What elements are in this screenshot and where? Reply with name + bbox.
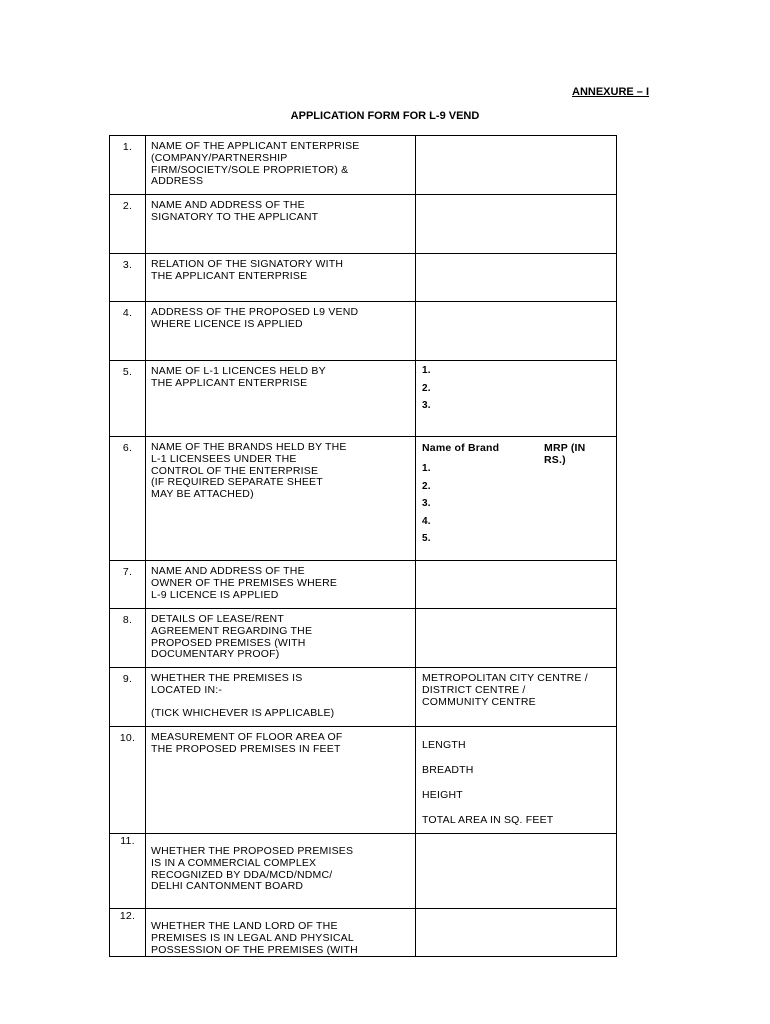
label-line: NAME AND ADDRESS OF THE bbox=[151, 199, 305, 211]
value-cell[interactable] bbox=[416, 195, 617, 254]
label-line: NAME OF THE BRANDS HELD BY THE bbox=[151, 441, 347, 453]
row-label bbox=[146, 668, 416, 727]
row-number: 5. bbox=[110, 361, 146, 437]
row-label bbox=[146, 195, 416, 254]
label-line: DELHI CANTONMENT BOARD bbox=[151, 880, 304, 893]
value-cell[interactable] bbox=[416, 254, 617, 302]
label-line: NAME OF L-1 LICENCES HELD BY bbox=[151, 365, 326, 377]
brand-column[interactable] bbox=[416, 437, 536, 560]
row-label bbox=[146, 302, 416, 361]
option-line: METROPOLITAN CITY CENTRE / bbox=[422, 672, 588, 684]
label-line: SIGNATORY TO THE APPLICANT bbox=[151, 210, 319, 223]
row-number: 4. bbox=[110, 302, 146, 361]
label-line: LOCATED IN:- bbox=[151, 683, 223, 696]
row-number: 12. bbox=[110, 909, 146, 957]
breadth-label: BREADTH bbox=[422, 764, 474, 776]
list-item: 3. bbox=[422, 400, 431, 411]
mrp-column[interactable] bbox=[536, 437, 616, 560]
row-number: 6. bbox=[110, 437, 146, 561]
label-line: DETAILS OF LEASE/RENT bbox=[151, 613, 284, 625]
total-area-label: TOTAL AREA IN SQ. FEET bbox=[422, 814, 554, 826]
label-line: ADDRESS bbox=[151, 175, 204, 188]
form-row-9 bbox=[110, 668, 617, 727]
option-line: DISTRICT CENTRE / bbox=[422, 683, 526, 696]
label-line: NAME OF THE APPLICANT ENTERPRISE bbox=[151, 140, 360, 152]
label-line: (IF REQUIRED SEPARATE SHEET bbox=[151, 476, 323, 489]
label-line: DOCUMENTARY PROOF) bbox=[151, 648, 280, 661]
tick-note: (TICK WHICHEVER IS APPLICABLE) bbox=[151, 706, 335, 719]
brand-cell bbox=[416, 437, 617, 561]
brand-list bbox=[422, 460, 532, 548]
label-line: WHETHER THE PREMISES IS bbox=[151, 672, 303, 684]
label-line: THE APPLICANT ENTERPRISE bbox=[151, 376, 308, 389]
licence-list[interactable] bbox=[416, 361, 617, 437]
label-line: AGREEMENT REGARDING THE bbox=[151, 624, 313, 637]
form-row-7 bbox=[110, 561, 617, 609]
label-line: THE PROPOSED PREMISES IN FEET bbox=[151, 742, 341, 755]
value-cell[interactable] bbox=[416, 834, 617, 909]
row-label bbox=[146, 561, 416, 609]
row-number: 8. bbox=[110, 609, 146, 668]
row-label bbox=[146, 437, 416, 561]
row-number: 1. bbox=[110, 136, 146, 195]
row-label bbox=[146, 609, 416, 668]
row-number: 11. bbox=[110, 834, 146, 909]
label-line: L-1 LICENSEES UNDER THE bbox=[151, 452, 297, 465]
label-line: CONTROL OF THE ENTERPRISE bbox=[151, 464, 319, 477]
location-options[interactable] bbox=[416, 668, 617, 727]
row-number: 2. bbox=[110, 195, 146, 254]
list-item: 4. bbox=[422, 515, 431, 527]
label-line: RECOGNIZED BY DDA/MCD/NDMC/ bbox=[151, 868, 333, 881]
label-line: NAME AND ADDRESS OF THE bbox=[151, 565, 305, 577]
mrp-header: MRP (IN RS.) bbox=[544, 442, 586, 466]
list-item: 5. bbox=[422, 533, 431, 544]
brand-subtable bbox=[416, 437, 616, 560]
label-line: IS IN A COMMERCIAL COMPLEX bbox=[151, 856, 317, 869]
row-number: 10. bbox=[110, 727, 146, 834]
label-line: MAY BE ATTACHED) bbox=[151, 488, 254, 501]
row-number: 9. bbox=[110, 668, 146, 727]
label-line: PROPOSED PREMISES (WITH bbox=[151, 636, 306, 649]
label-line: WHERE LICENCE IS APPLIED bbox=[151, 317, 303, 330]
row-number: 7. bbox=[110, 561, 146, 609]
form-row-12 bbox=[110, 909, 617, 957]
brand-header: Name of Brand bbox=[422, 442, 500, 454]
label-line: MEASUREMENT OF FLOOR AREA OF bbox=[151, 731, 343, 743]
row-label bbox=[146, 834, 416, 909]
row-label bbox=[146, 727, 416, 834]
option-line: COMMUNITY CENTRE bbox=[422, 695, 536, 708]
label-line: POSSESSION OF THE PREMISES (WITH bbox=[151, 943, 358, 956]
form-row-1 bbox=[110, 136, 617, 195]
label-part: FIRM/SOCIETY/SOLE PROPRIETOR) & bbox=[151, 163, 349, 176]
value-cell[interactable] bbox=[416, 561, 617, 609]
form-row-2 bbox=[110, 195, 617, 254]
value-cell[interactable] bbox=[416, 302, 617, 361]
form-row-8 bbox=[110, 609, 617, 668]
measurement-cell[interactable] bbox=[416, 727, 617, 834]
row-number: 3. bbox=[110, 254, 146, 302]
label-line: PREMISES IS IN LEGAL AND PHYSICAL bbox=[151, 931, 354, 944]
form-row-10 bbox=[110, 727, 617, 834]
form-row-3 bbox=[110, 254, 617, 302]
form-title: APPLICATION FORM FOR L-9 VEND bbox=[290, 110, 480, 122]
label-line: RELATION OF THE SIGNATORY WITH bbox=[151, 258, 344, 270]
label-line: ADDRESS OF THE PROPOSED L9 VEND bbox=[151, 306, 359, 318]
value-cell[interactable] bbox=[416, 136, 617, 195]
form-row-11 bbox=[110, 834, 617, 909]
list-item: 1. bbox=[422, 463, 431, 474]
label-line: L-9 LICENCE IS APPLIED bbox=[151, 588, 279, 601]
list-item: 1. bbox=[422, 365, 431, 376]
label-line: WHETHER THE PROPOSED PREMISES bbox=[151, 845, 354, 857]
label-line: THE APPLICANT ENTERPRISE bbox=[151, 269, 308, 282]
row-label bbox=[146, 136, 416, 195]
annexure-label: ANNEXURE – I bbox=[572, 86, 650, 98]
value-cell[interactable] bbox=[416, 609, 617, 668]
row-label bbox=[146, 361, 416, 437]
form-row-6 bbox=[110, 437, 617, 561]
form-row-5 bbox=[110, 361, 617, 437]
length-label: LENGTH bbox=[422, 739, 466, 751]
height-label: HEIGHT bbox=[422, 789, 463, 801]
row-label bbox=[146, 254, 416, 302]
value-cell[interactable] bbox=[416, 909, 617, 957]
row-label bbox=[146, 909, 416, 957]
label-line: (COMPANY/PARTNERSHIP bbox=[151, 151, 288, 164]
list-item: 2. bbox=[422, 480, 431, 492]
label-line: WHETHER THE LAND LORD OF THE bbox=[151, 920, 338, 932]
list-item: 3. bbox=[422, 498, 431, 509]
list-item: 2. bbox=[422, 382, 431, 394]
form-row-4 bbox=[110, 302, 617, 361]
label-line: OWNER OF THE PREMISES WHERE bbox=[151, 576, 338, 589]
application-form-table bbox=[109, 135, 617, 957]
